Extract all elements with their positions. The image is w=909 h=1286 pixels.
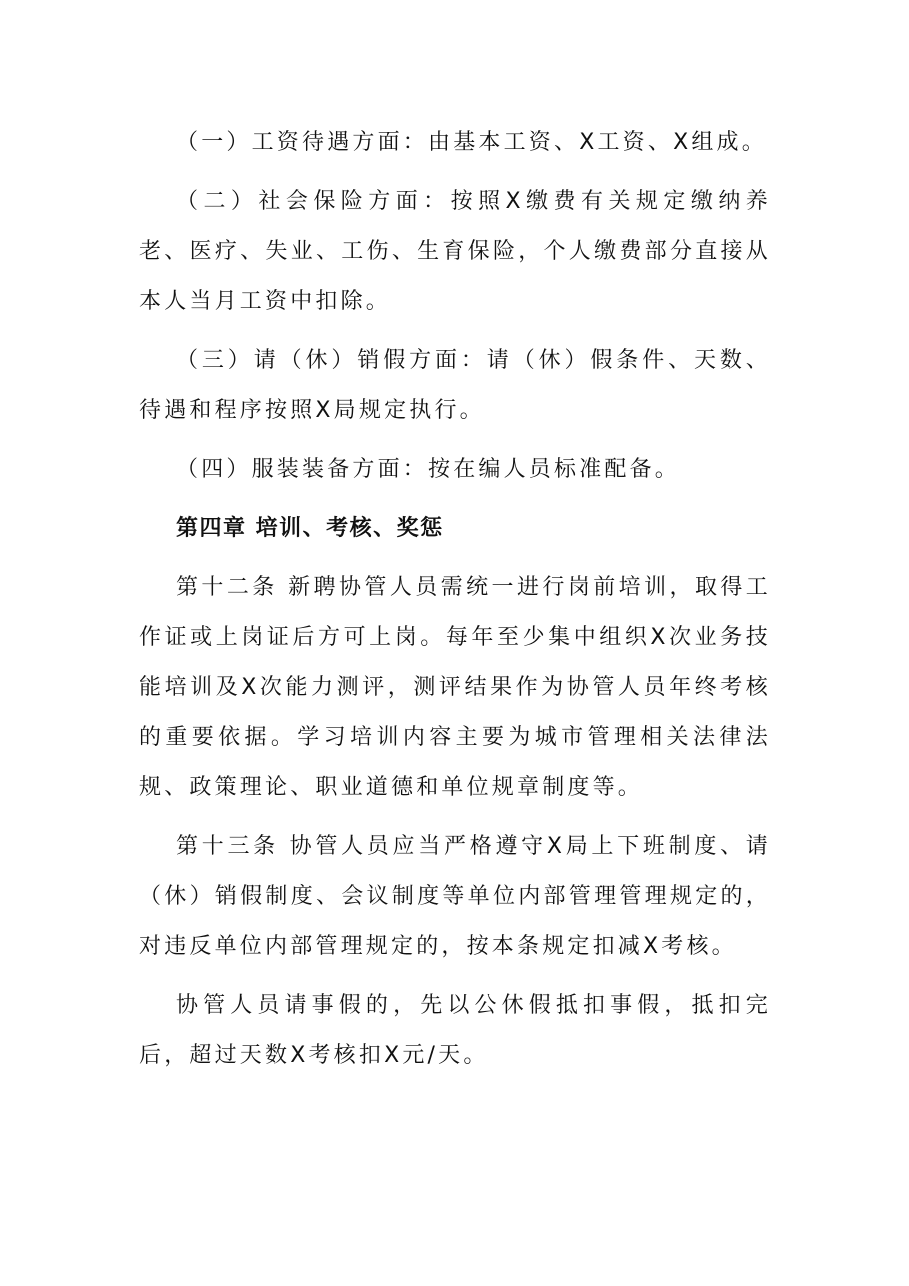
article-13: 第十三条 协管人员应当严格遵守X局上下班制度、请（休）销假制度、会议制度等单位内部管理管理规定的，对违反单位内部管理规定的，按本条规定扣减X考核。 bbox=[139, 834, 771, 959]
chapter-heading: 第四章 培训、考核、奖惩 bbox=[176, 516, 444, 541]
section-item-uniform: （四）服装装备方面：按在编人员标准配备。 bbox=[176, 457, 681, 482]
section-item-leave: （三）请（休）销假方面：请（休）假条件、天数、待遇和程序按照X局规定执行。 bbox=[139, 348, 771, 423]
article-13-leave-rule: 协管人员请事假的，先以公休假抵扣事假，抵扣完后，超过天数X考核扣X元/天。 bbox=[139, 993, 771, 1068]
article-12: 第十二条 新聘协管人员需统一进行岗前培训，取得工作证或上岗证后方可上岗。每年至少集中组织X次业务技能培训及X次能力测评，测评结果作为协管人员年终考核的重要依据。学习培训内容主要为城市管理相关法律法规、政策理论、职业道德和单位规章制度等。 bbox=[139, 575, 771, 800]
section-item-wages: （一）工资待遇方面：由基本工资、X工资、X组成。 bbox=[176, 130, 767, 155]
document-body bbox=[139, 118, 771, 1081]
section-item-social-insurance: （二）社会保险方面：按照X缴费有关规定缴纳养老、医疗、失业、工伤、生育保险，个人缴费部分直接从本人当月工资中扣除。 bbox=[139, 189, 771, 314]
